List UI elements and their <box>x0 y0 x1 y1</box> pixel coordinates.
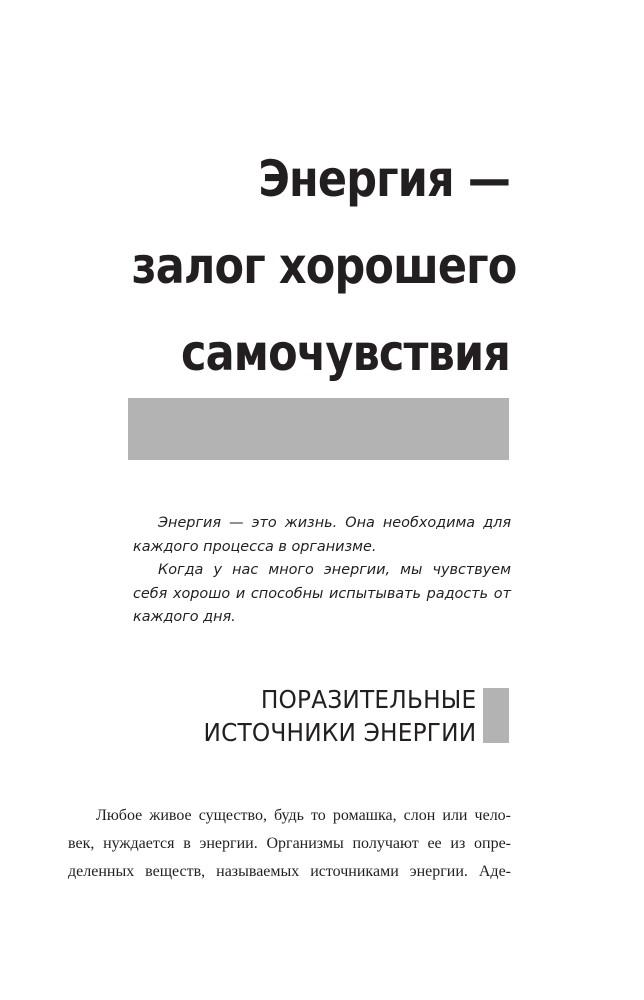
body-paragraph <box>68 802 511 886</box>
epigraph-paragraph: Когда у нас много энергии, мы чувствуем себя хорошо и способны испытывать радость от каждого дня. <box>133 562 511 625</box>
body-text-line: деленных веществ, называемых источниками энергии. Аде- <box>68 863 511 880</box>
epigraph <box>133 512 511 630</box>
section-heading-line: ИСТОЧНИКИ ЭНЕРГИИ <box>203 718 476 747</box>
body-text-line: Любое живое существо, будь то ромашка, слон или чело- <box>96 807 511 824</box>
section-heading-line: ПОРАЗИТЕЛЬНЫЕ <box>260 685 476 714</box>
section-heading-decorative-bar <box>483 688 509 743</box>
chapter-title-line: залог хорошего <box>131 237 517 295</box>
epigraph-paragraph: Энергия — это жизнь. Она необходима для каждого процесса в организме. <box>133 515 511 555</box>
chapter-title-decorative-bar <box>128 398 509 460</box>
chapter-title <box>131 136 517 397</box>
section-heading <box>203 683 476 749</box>
chapter-title-line: Энергия — <box>258 150 510 208</box>
body-text-line: век, нуждается в энергии. Организмы получают ее из опре- <box>68 835 511 852</box>
chapter-title-line: самочувствия <box>180 324 510 382</box>
